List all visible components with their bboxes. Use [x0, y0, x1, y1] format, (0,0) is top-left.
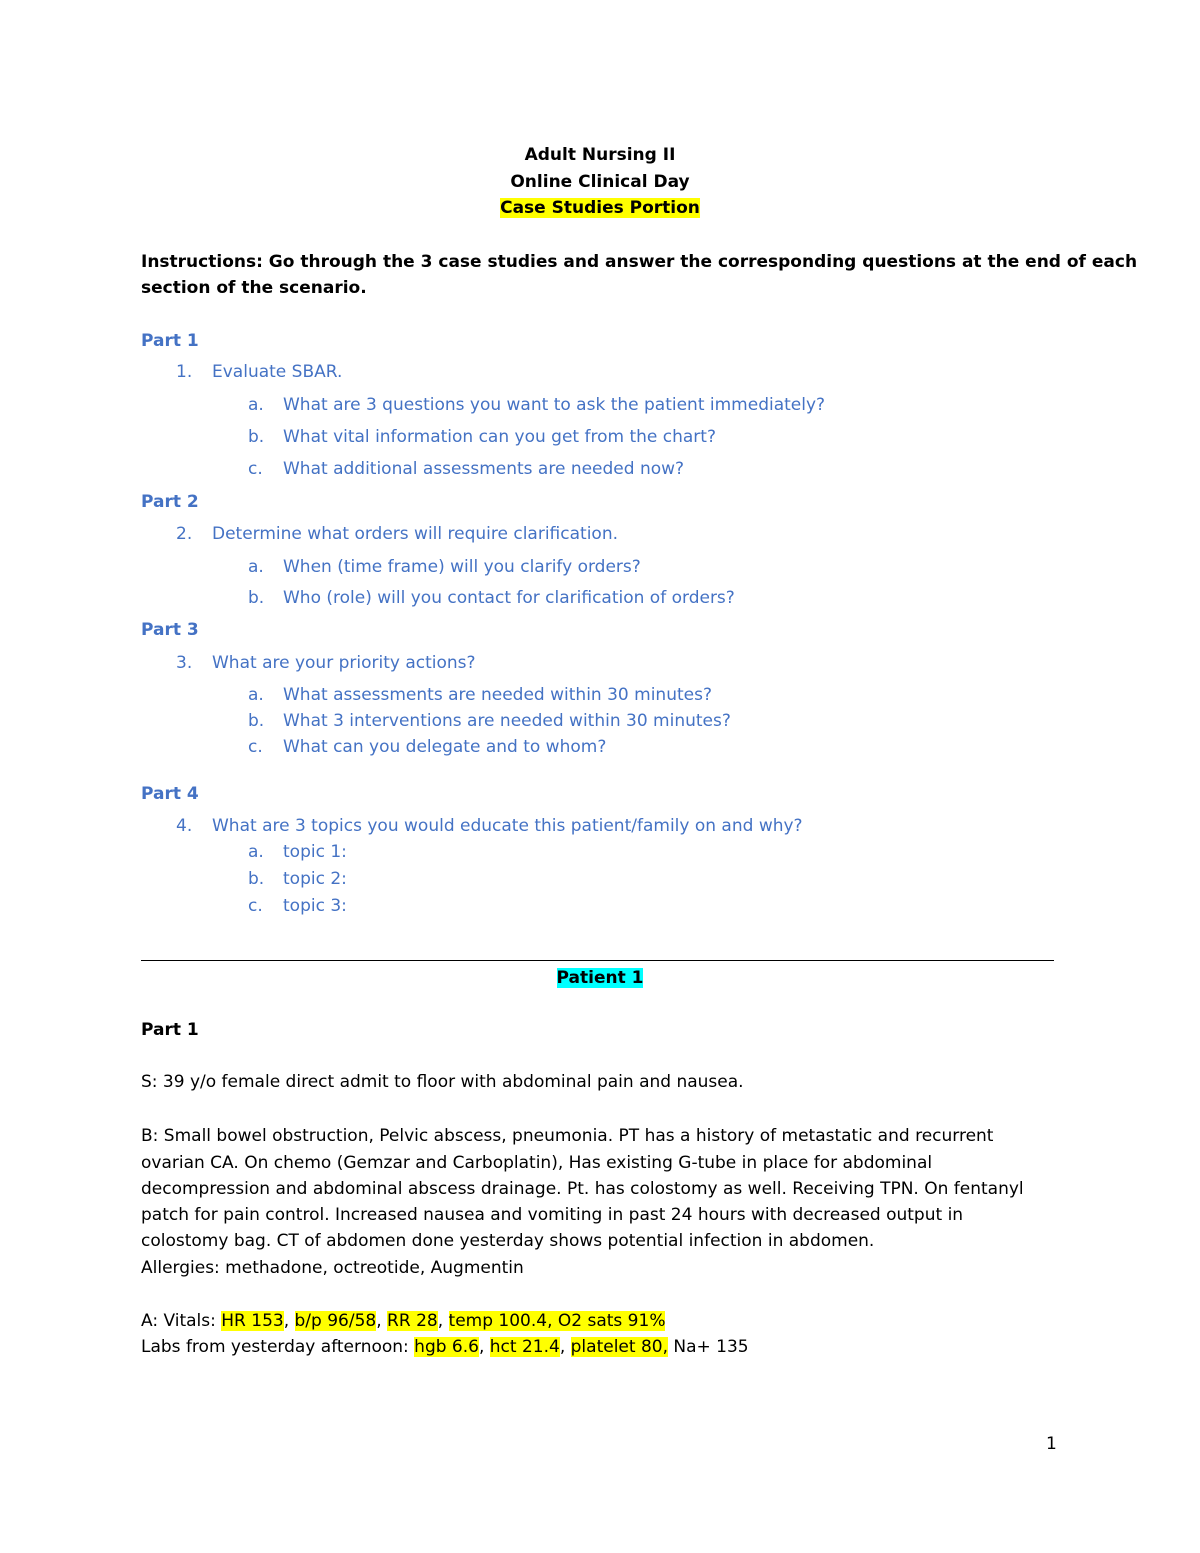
separator: , — [283, 1311, 295, 1331]
sub-letter: a. — [248, 685, 264, 705]
lab-hgb: hgb 6.6 — [414, 1337, 479, 1357]
page-number: 1 — [1046, 1434, 1057, 1454]
question-number: 1. — [176, 362, 193, 382]
sub-letter: a. — [248, 557, 264, 577]
sub-text: What 3 interventions are needed within 30 minutes? — [283, 711, 731, 731]
sbar-background-line-1: B: Small bowel obstruction, Pelvic abscess, pneumonia. PT has a history of metastatic and recurrent — [141, 1126, 994, 1146]
separator: , — [559, 1337, 571, 1357]
sbar-background-line-3: decompression and abdominal abscess drainage. Pt. has colostomy as well. Receiving TPN. On fentanyl — [141, 1179, 1024, 1199]
question-number: 3. — [176, 653, 193, 673]
sub-letter: c. — [248, 737, 263, 757]
sbar-background-line-4: patch for pain control. Increased nausea and vomiting in past 24 hours with decreased output in — [141, 1205, 964, 1225]
part-1-label: Part 1 — [141, 331, 199, 351]
doc-title: Adult Nursing II — [524, 145, 676, 165]
instructions-line-2: section of the scenario. — [141, 278, 367, 298]
sbar-background-line-2: ovarian CA. On chemo (Gemzar and Carboplatin), Has existing G-tube in place for abdominal — [141, 1153, 933, 1173]
separator: , — [478, 1337, 490, 1357]
vital-rr: RR 28 — [387, 1311, 438, 1331]
patient-title — [0, 966, 1200, 990]
question-number: 4. — [176, 816, 193, 836]
sub-text: topic 1: — [283, 842, 347, 862]
sub-letter: b. — [248, 427, 265, 447]
sbar-situation: S: 39 y/o female direct admit to floor with abdominal pain and nausea. — [141, 1072, 744, 1092]
patient-part-label: Part 1 — [141, 1020, 199, 1040]
portion-highlight: Case Studies Portion — [500, 198, 700, 218]
question-number: 2. — [176, 524, 193, 544]
vitals-line — [141, 1309, 665, 1333]
patient-title-highlight: Patient 1 — [556, 968, 644, 988]
sbar-background-line-5: colostomy bag. CT of abdomen done yesterday shows potential infection in abdomen. — [141, 1231, 875, 1251]
question-text: Determine what orders will require clarification. — [212, 524, 618, 544]
sub-text: What assessments are needed within 30 minutes? — [283, 685, 712, 705]
question-text: What are 3 topics you would educate this patient/family on and why? — [212, 816, 803, 836]
sub-text: topic 2: — [283, 869, 347, 889]
sub-letter: a. — [248, 842, 264, 862]
vitals-prefix: A: Vitals: — [141, 1311, 222, 1331]
sub-text: Who (role) will you contact for clarification of orders? — [283, 588, 735, 608]
vital-temp-o2: temp 100.4, O2 sats 91% — [448, 1311, 666, 1331]
sub-text: What can you delegate and to whom? — [283, 737, 607, 757]
sub-text: When (time frame) will you clarify orders? — [283, 557, 641, 577]
sub-text: topic 3: — [283, 896, 347, 916]
part-4-label: Part 4 — [141, 784, 199, 804]
part-3-label: Part 3 — [141, 620, 199, 640]
separator: , — [376, 1311, 388, 1331]
sub-text: What are 3 questions you want to ask the patient immediately? — [283, 395, 826, 415]
vital-bp: b/p 96/58 — [294, 1311, 377, 1331]
allergies-line: Allergies: methadone, octreotide, Augmentin — [141, 1258, 524, 1278]
sub-letter: b. — [248, 588, 265, 608]
sub-text: What additional assessments are needed now? — [283, 459, 685, 479]
sub-text: What vital information can you get from the chart? — [283, 427, 716, 447]
labs-prefix: Labs from yesterday afternoon: — [141, 1337, 415, 1357]
lab-platelet: platelet 80, — [570, 1337, 668, 1357]
question-text: Evaluate SBAR. — [212, 362, 343, 382]
lab-hct: hct 21.4 — [489, 1337, 560, 1357]
sub-letter: b. — [248, 711, 265, 731]
sub-letter: b. — [248, 869, 265, 889]
section-divider — [141, 960, 1054, 961]
sub-letter: c. — [248, 459, 263, 479]
separator: , — [437, 1311, 449, 1331]
doc-portion — [0, 196, 1200, 220]
question-text: What are your priority actions? — [212, 653, 476, 673]
sub-letter: c. — [248, 896, 263, 916]
part-2-label: Part 2 — [141, 492, 199, 512]
sub-letter: a. — [248, 395, 264, 415]
doc-subtitle: Online Clinical Day — [510, 172, 690, 192]
vital-hr: HR 153 — [221, 1311, 284, 1331]
lab-na: Na+ 135 — [667, 1337, 749, 1357]
labs-line — [141, 1335, 749, 1359]
instructions-line-1: Instructions: Go through the 3 case studies and answer the corresponding questions at the end of each — [141, 252, 1138, 272]
